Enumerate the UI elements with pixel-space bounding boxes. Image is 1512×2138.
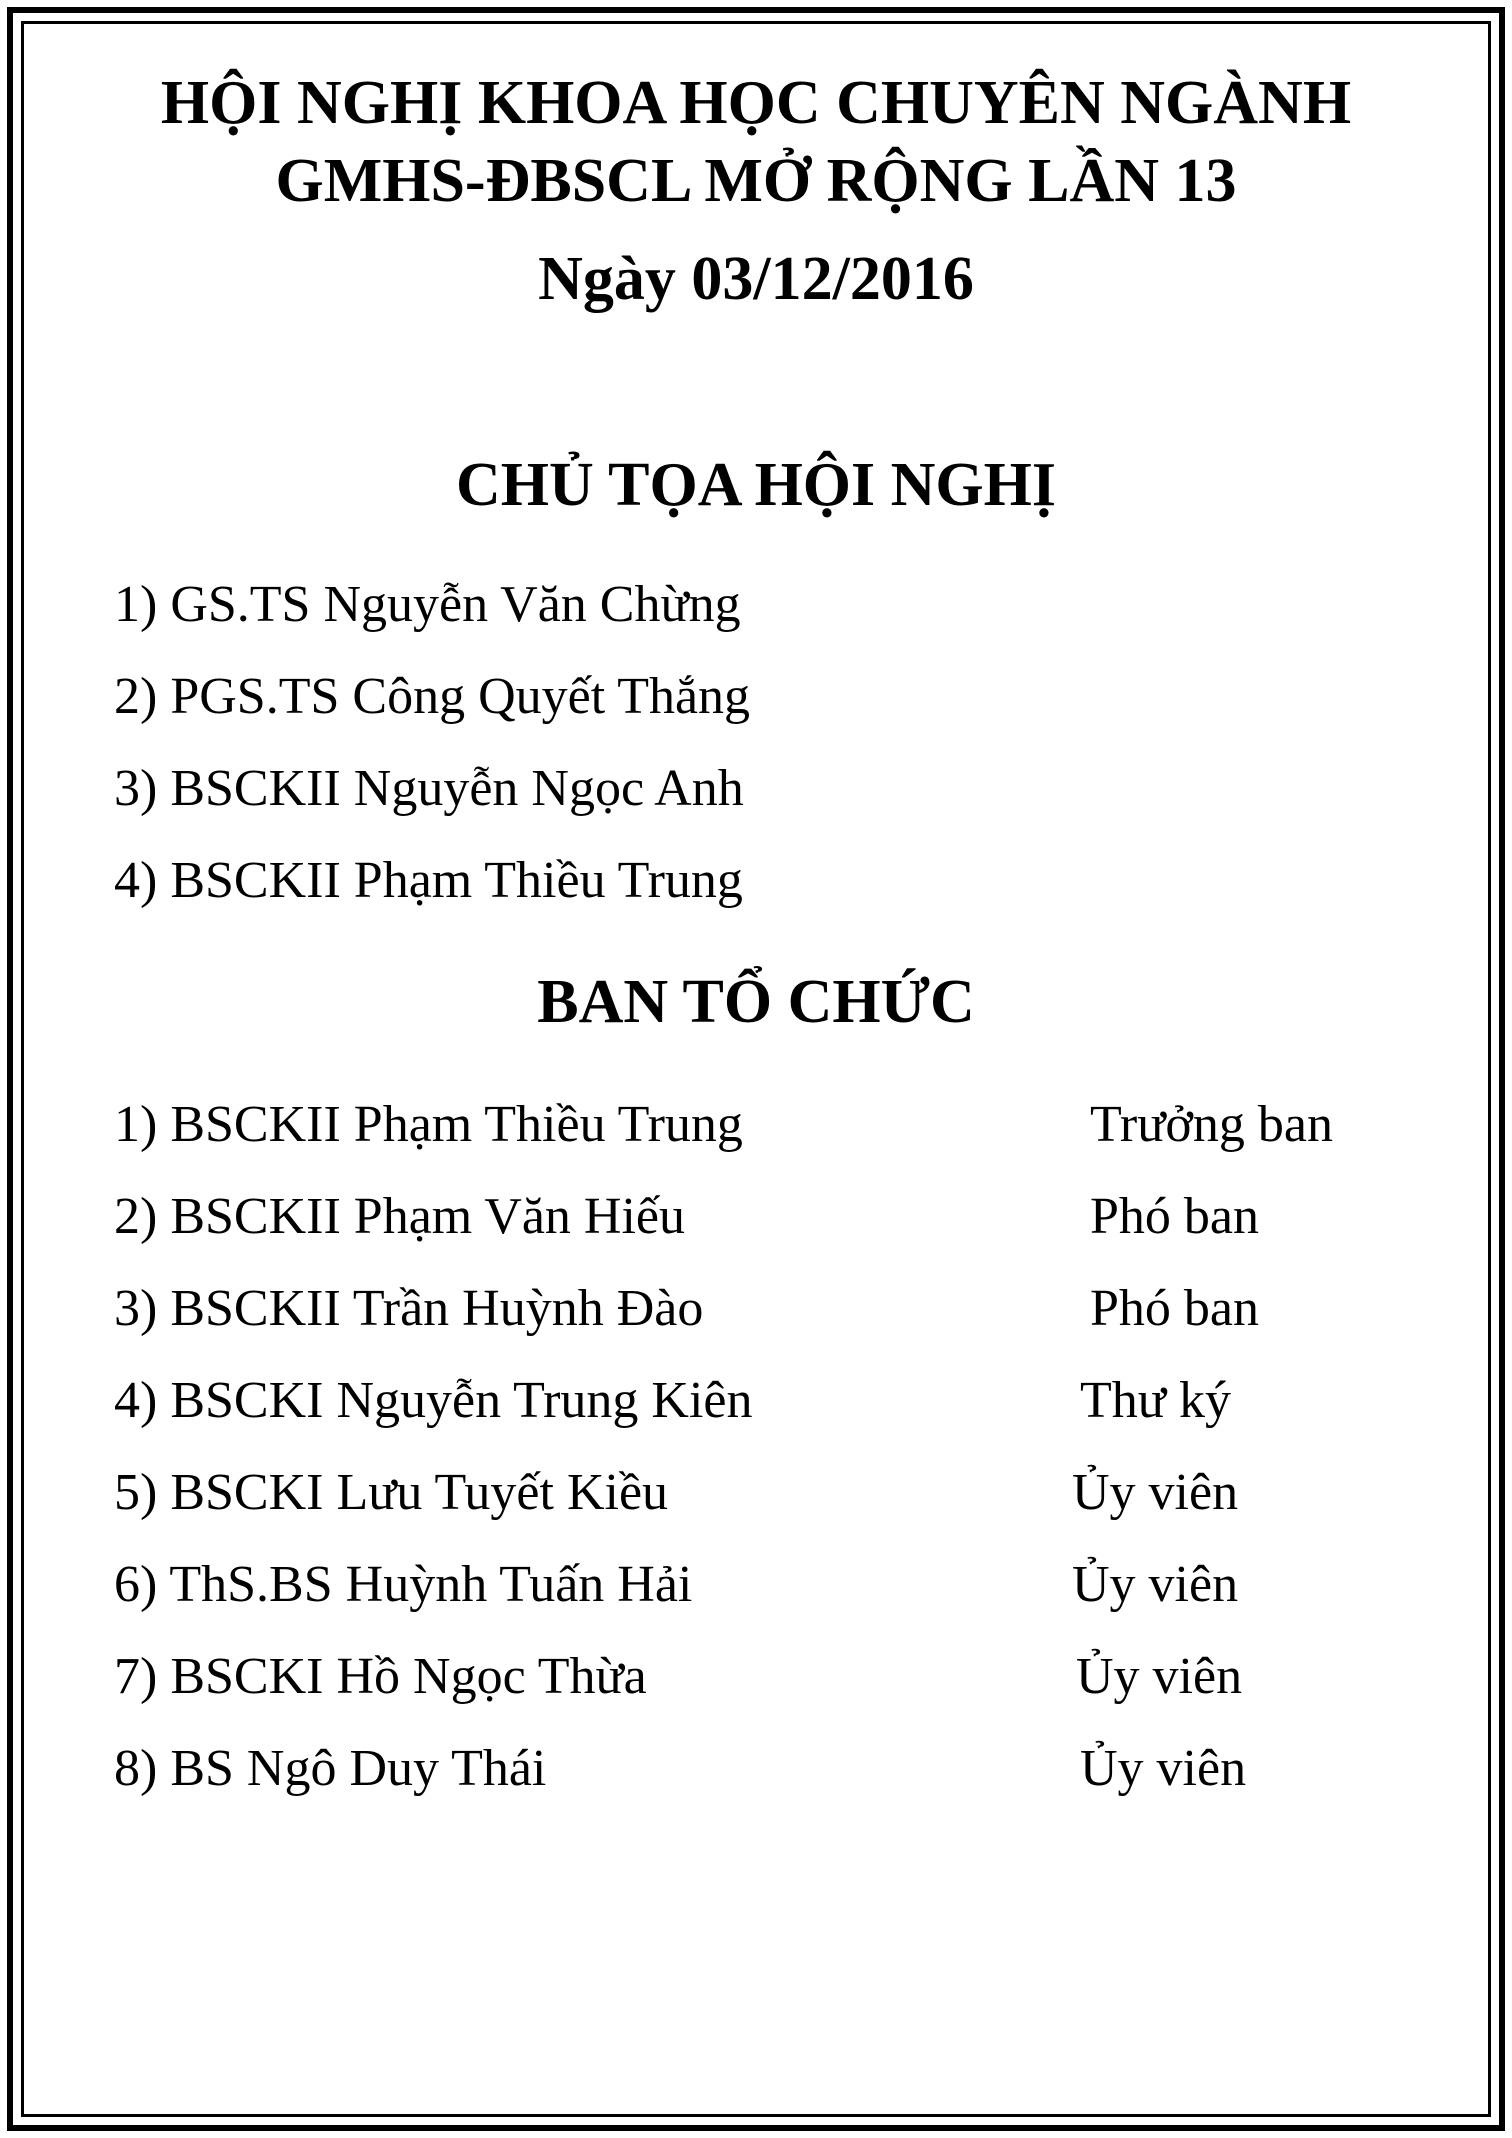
- organizer-name: 5) BSCKI Lưu Tuyết Kiều: [114, 1464, 669, 1521]
- chair-name: 4) BSCKII Phạm Thiều Trung: [114, 852, 743, 909]
- conference-date: Ngày 03/12/2016: [538, 245, 974, 313]
- organizer-role: Ủy viên: [1072, 1556, 1239, 1613]
- organizer-name: 2) BSCKII Phạm Văn Hiếu: [114, 1188, 686, 1245]
- list-item: [114, 1552, 1414, 1644]
- organizer-name: 7) BSCKI Hồ Ngọc Thừa: [114, 1648, 647, 1705]
- list-item: [114, 1736, 1414, 1828]
- organizers-list: [114, 1092, 1414, 1828]
- organizer-role: Thư ký: [1080, 1372, 1231, 1429]
- list-item: [114, 848, 1414, 940]
- organizer-role: Phó ban: [1090, 1280, 1259, 1337]
- chair-name: 3) BSCKII Nguyễn Ngọc Anh: [114, 760, 744, 817]
- organizer-name: 6) ThS.BS Huỳnh Tuấn Hải: [114, 1556, 693, 1613]
- list-item: [114, 1276, 1414, 1368]
- organizer-role: Ủy viên: [1072, 1464, 1239, 1521]
- chair-name: 1) GS.TS Nguyễn Văn Chừng: [114, 576, 741, 633]
- organizer-name: 1) BSCKII Phạm Thiều Trung: [114, 1096, 743, 1153]
- organizer-name: 8) BS Ngô Duy Thái: [114, 1740, 547, 1797]
- list-item: [114, 1460, 1414, 1552]
- conference-title-line2: GMHS-ĐBSCL MỞ RỘNG LẦN 13: [275, 147, 1237, 215]
- chairs-heading: CHỦ TỌA HỘI NGHỊ: [455, 451, 1057, 519]
- organizer-role: Ủy viên: [1076, 1648, 1243, 1705]
- organizer-name: 3) BSCKII Trần Huỳnh Đào: [114, 1280, 704, 1337]
- organizer-name: 4) BSCKI Nguyễn Trung Kiên: [114, 1372, 753, 1429]
- list-item: [114, 756, 1414, 848]
- document-header: [0, 64, 1512, 318]
- conference-title-line1: HỘI NGHỊ KHOA HỌC CHUYÊN NGÀNH: [160, 69, 1352, 137]
- organizer-role: Trưởng ban: [1090, 1096, 1334, 1153]
- organizers-heading: BAN TỔ CHỨC: [537, 968, 975, 1036]
- list-item: [114, 664, 1414, 756]
- list-item: [114, 1368, 1414, 1460]
- list-item: [114, 1644, 1414, 1736]
- organizer-role: Phó ban: [1090, 1188, 1259, 1245]
- organizer-role: Ủy viên: [1080, 1740, 1247, 1797]
- list-item: [114, 1092, 1414, 1184]
- chair-name: 2) PGS.TS Công Quyết Thắng: [114, 668, 751, 725]
- list-item: [114, 572, 1414, 664]
- list-item: [114, 1184, 1414, 1276]
- chairs-list: [114, 572, 1414, 940]
